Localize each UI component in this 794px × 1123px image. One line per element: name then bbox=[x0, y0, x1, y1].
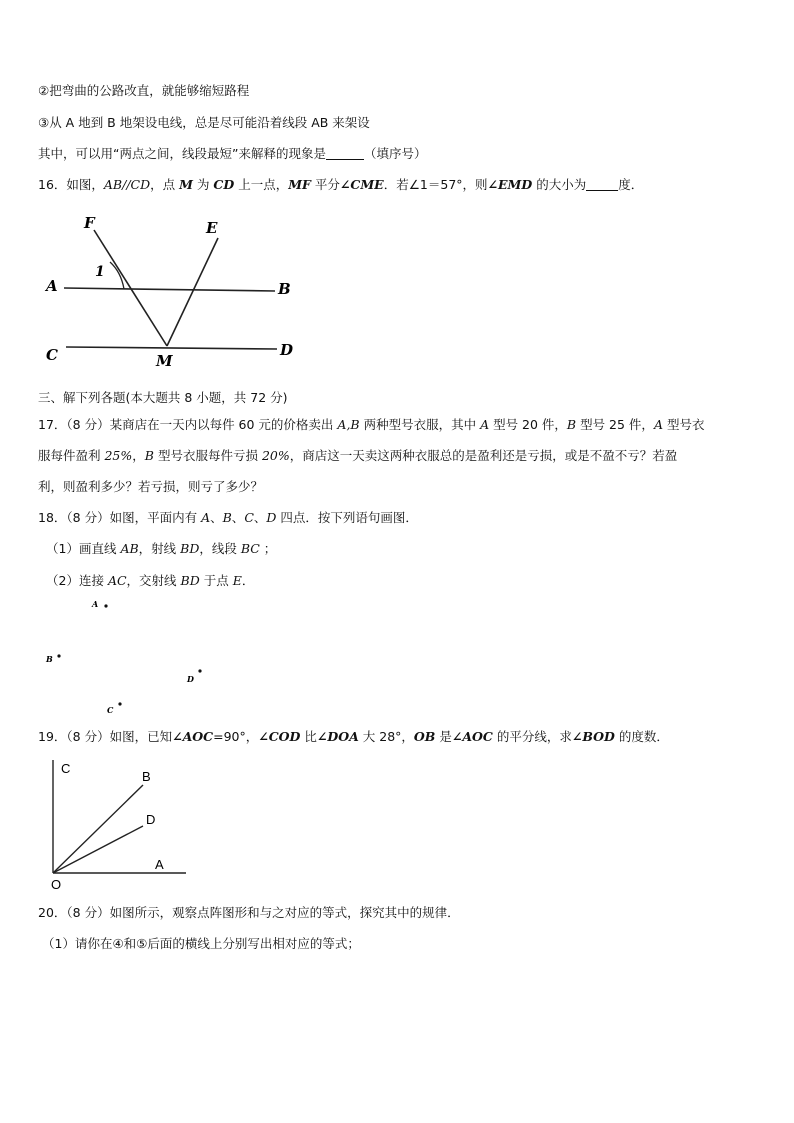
q18-text: ，交射线 bbox=[126, 573, 181, 588]
q18-text: （2）连接 bbox=[46, 573, 108, 588]
q15-stem-text: 其中，可以用“两点之间，线段最短”来解释的现象是 bbox=[38, 146, 326, 161]
label-c: C bbox=[46, 346, 58, 364]
q16-point-m: M bbox=[179, 177, 193, 192]
q18-text: ，射线 bbox=[138, 541, 181, 556]
q18-text: 18．（8 分）如图，平面内有 bbox=[38, 510, 202, 525]
point-label-b: B bbox=[46, 654, 53, 664]
q16-text: ，点 bbox=[150, 177, 180, 192]
label-c: C bbox=[61, 761, 71, 776]
q17-var: A,B bbox=[337, 417, 360, 432]
q18-var: BC bbox=[240, 541, 260, 556]
q20-stem: 20．（8 分）如图所示，观察点阵图形和与之对应的等式，探究其中的规律． bbox=[38, 905, 460, 920]
q19-text: 的平分线，求 bbox=[492, 729, 572, 744]
q17-percent: 20% bbox=[261, 448, 290, 463]
q17-text: 型号 20 件， bbox=[489, 417, 567, 432]
q16-line-mf: MF bbox=[288, 177, 311, 192]
q17-var: A bbox=[480, 417, 490, 432]
q20-step-1: （1）请你在④和⑤后面的横线上分别写出相对应的等式； bbox=[42, 936, 360, 951]
q18-text: ； bbox=[259, 541, 277, 556]
label-o: O bbox=[51, 877, 62, 892]
label-d: D bbox=[280, 341, 294, 359]
point-label-d: D bbox=[187, 674, 194, 684]
q17-var: A bbox=[653, 417, 663, 432]
q18-var: D bbox=[266, 510, 277, 525]
q16-text: 上一点， bbox=[234, 177, 289, 192]
label-a: A bbox=[155, 857, 164, 872]
label-f: F bbox=[84, 214, 95, 232]
q18-var: AC bbox=[107, 573, 127, 588]
q19-text: =90°， bbox=[213, 729, 259, 744]
q16-text: 平分 bbox=[310, 177, 340, 192]
q18-text: ，线段 bbox=[199, 541, 241, 556]
q18-text: ． bbox=[241, 573, 255, 588]
q18-var: E bbox=[232, 573, 242, 588]
ray-ob bbox=[53, 785, 143, 873]
q18-var: BD bbox=[180, 541, 200, 556]
label-e: E bbox=[206, 219, 218, 237]
label-a: A bbox=[46, 277, 58, 295]
q19-angle: ∠AOC bbox=[451, 729, 493, 744]
q17-text: 型号 25 件， bbox=[576, 417, 654, 432]
label-b: B bbox=[278, 280, 291, 298]
q17-text: 型号衣 bbox=[662, 417, 705, 432]
q16-text: 为 bbox=[192, 177, 214, 192]
q18-var: A bbox=[201, 510, 211, 525]
q19-text: 19．（8 分）如图，已知 bbox=[38, 729, 173, 744]
q15-item-2: ②把弯曲的公路改直，就能够缩短路程 bbox=[38, 83, 250, 98]
q16-number: 16．如图， bbox=[38, 177, 104, 192]
point-label-c: C bbox=[107, 705, 114, 715]
q19-text: 的度数． bbox=[614, 729, 669, 744]
q16-parallel: AB//CD bbox=[103, 177, 151, 192]
q19-angle: ∠AOC bbox=[172, 729, 214, 744]
label-m: M bbox=[156, 352, 173, 370]
q17-text: ，商店这一天卖这两种衣服总的是盈利还是亏损，或是不盈不亏？若盈 bbox=[289, 448, 678, 463]
q17-var: B bbox=[566, 417, 577, 432]
q17-line-3: 利，则盈利多少？若亏损，则亏了多少？ bbox=[38, 479, 264, 494]
q19-text: 大 28°， bbox=[358, 729, 414, 744]
q19-text: 是 bbox=[435, 729, 452, 744]
ray-od bbox=[53, 826, 143, 873]
q16-angle-cme: ∠CME bbox=[339, 177, 384, 192]
q17-percent: 25% bbox=[104, 448, 133, 463]
q17-text: 型号衣服每件亏损 bbox=[153, 448, 262, 463]
q18-text: 四点．按下列语句画图． bbox=[276, 510, 418, 525]
q18-text: 、 bbox=[253, 510, 267, 525]
q19-angle: ∠BOD bbox=[571, 729, 615, 744]
label-d: D bbox=[146, 812, 156, 827]
q18-text: 于点 bbox=[199, 573, 233, 588]
point-label-a: A bbox=[92, 599, 99, 609]
q15-stem-suffix: （填序号） bbox=[363, 146, 427, 161]
label-1: 1 bbox=[95, 264, 105, 280]
q19-angle: ∠DOA bbox=[316, 729, 359, 744]
q19-ray: OB bbox=[413, 729, 436, 744]
q16-text: 度． bbox=[618, 177, 644, 192]
label-b: B bbox=[142, 769, 151, 784]
q19-angle: ∠COD bbox=[258, 729, 301, 744]
q18-var: BD bbox=[180, 573, 200, 588]
q17-text: 服每件盈利 bbox=[38, 448, 105, 463]
q17-text: 17．（8 分）某商店在一天内以每件 60 元的价格卖出 bbox=[38, 417, 338, 432]
q18-var: B bbox=[222, 510, 232, 525]
q16-line-cd: CD bbox=[213, 177, 235, 192]
q17-text: ， bbox=[132, 448, 145, 463]
q18-text: （1）画直线 bbox=[46, 541, 121, 556]
q17-var: B bbox=[144, 448, 154, 463]
q18-text: 、 bbox=[210, 510, 223, 525]
q17-text: 两种型号衣服，其中 bbox=[359, 417, 481, 432]
q16-text: ．若∠1＝57°，则 bbox=[383, 177, 488, 192]
q16-text: 的大小为 bbox=[532, 177, 587, 192]
q19-text: 比 bbox=[300, 729, 317, 744]
q18-var: C bbox=[244, 510, 254, 525]
q15-item-3: ③从 A 地到 B 地架设电线，总是尽可能沿着线段 AB 来架设 bbox=[38, 115, 370, 130]
section-3-heading: 三、解下列各题(本大题共 8 小题，共 72 分) bbox=[38, 390, 288, 405]
q16-angle-emd: ∠EMD bbox=[487, 177, 533, 192]
q18-text: 、 bbox=[231, 510, 245, 525]
q18-var: AB bbox=[120, 541, 139, 556]
